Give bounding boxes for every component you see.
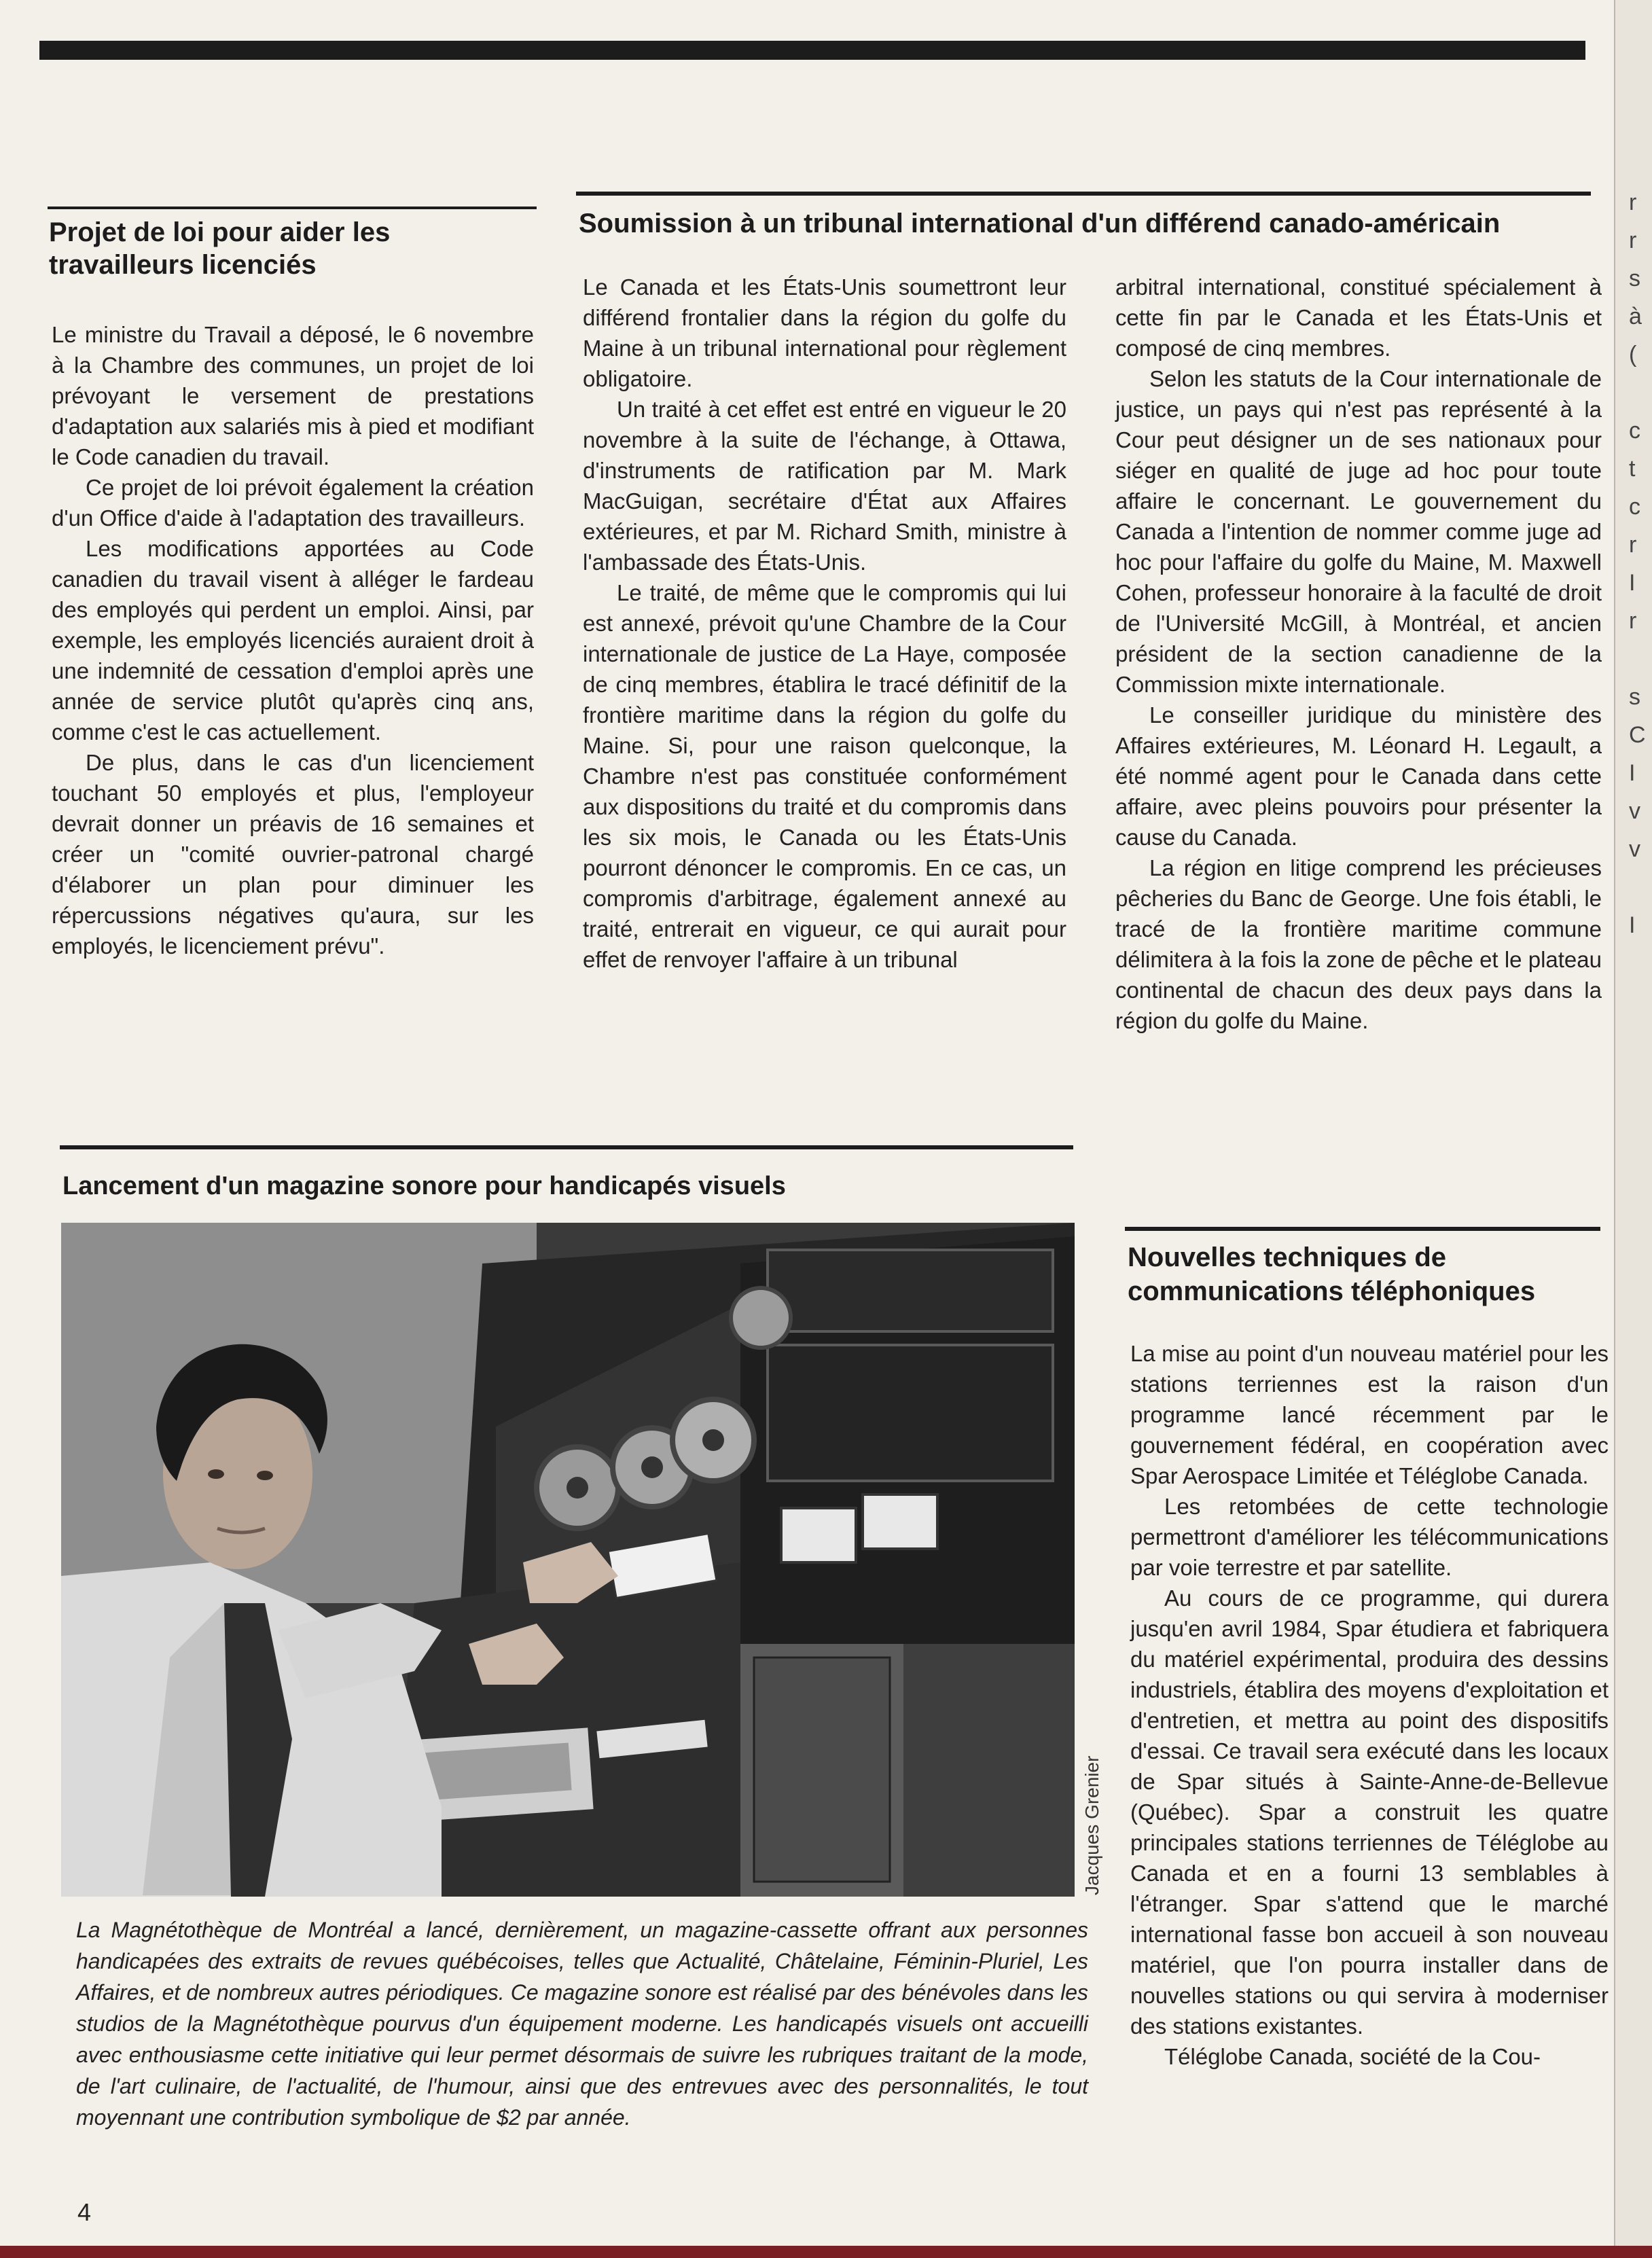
tribunal-paragraph: Le Canada et les États-Unis soumettront leur différend frontalier dans la région du golfe du Maine à un tribunal international pour règlement obligatoire. <box>583 274 1066 391</box>
studio-photo <box>61 1223 1075 1897</box>
next-page-text-fragment: r r s à ( c t c r I r s C I v v I <box>1629 190 1646 938</box>
magazine-article-title: Lancement d'un magazine sonore pour handicapés visuels <box>62 1172 786 1200</box>
tribunal-article-title: Soumission à un tribunal international d'un différend canado-américain <box>579 209 1501 238</box>
left-article-paragraph: Ce projet de loi prévoit également la création d'un Office d'aide à l'adaptation des travailleurs. <box>52 475 534 531</box>
telecom-article-rule <box>1125 1227 1600 1231</box>
top-rule-bar <box>39 41 1585 60</box>
left-article-title: Projet de loi pour aider les travailleurs licenciés <box>49 217 391 280</box>
telecom-article-title: Nouvelles techniques de communications téléphoniques <box>1128 1242 1536 1306</box>
tribunal-paragraph: La région en litige comprend les précieuses pêcheries du Banc de George. Une fois établi, le tracé de la frontière maritime commune délimitera à la fois la zone de pêche et le plateau continental de chacun des deux pays dans la région du golfe du Maine. <box>1115 855 1602 1033</box>
photo-caption: La Magnétothèque de Montréal a lancé, dernièrement, un magazine-cassette offrant aux personnes handicapées des extraits de revues québécoises, telles que Actualité, Châtelaine, Féminin-Pluriel, Les Affaires, et de nombreux autres périodiques. Ce magazine sonore est réalisé par des bénévoles dans les studios de la Magnétothèque pourvus d'un équipement moderne. Les handicapés visuels ont accueilli avec enthousiasme cette initiative qui leur permet désormais de suivre les rubriques traitant de la mode, de l'art culinaire, de l'actualité, de l'humour, ainsi que des entrevues avec des personnalités, le tout moyennant une contribution symbolique de $2 par année. <box>76 1918 1088 2130</box>
tribunal-paragraph: Selon les statuts de la Cour internationale de justice, un pays qui n'est pas représenté à la Cour peut désigner un de ses nationaux pour siéger en qualité de juge ad hoc pour toute affaire le concernant. Le gouvernement du Canada a l'intention de nommer comme juge ad hoc pour l'affaire du golfe du Maine, M. Maxwell Cohen, professeur honoraire à la faculté de droit de l'Université McGill, à Montréal, et ancien président de la section canadienne de la Commission mixte internationale. <box>1115 366 1602 697</box>
telecom-paragraph: La mise au point d'un nouveau matériel pour les stations terriennes est la raison d'un programme lancé récemment par le gouvernement fédéral, en coopération avec Spar Aerospace Limitée et Téléglobe Canada. <box>1130 1341 1609 1488</box>
telecom-paragraph: Les retombées de cette technologie permettront d'améliorer les télécommunications par voie terrestre et par satellite. <box>1130 1494 1609 1580</box>
telecom-paragraph: Téléglobe Canada, société de la Cou- <box>1164 2044 1541 2069</box>
tribunal-paragraph: Le traité, de même que le compromis qui lui est annexé, prévoit qu'une Chambre de la Cour internationale de justice de La Haye, composée de cinq membres, établira le tracé définitif de la frontière maritime dans la région du golfe du Maine. Si, pour une raison quelconque, la Chambre n'est pas constituée conformément aux dispositions du traité et du compromis dans les six mois, le Canada ou les États-Unis pourront dénoncer le compromis. En ce cas, un compromis d'arbitrage, également annexé au traité, entrerait en vigueur, ce qui aurait pour effet de renvoyer l'affaire à un tribunal <box>583 580 1066 972</box>
magazine-article-rule <box>60 1145 1073 1149</box>
tribunal-column-1 <box>583 272 1066 975</box>
left-article-paragraph: Le ministre du Travail a déposé, le 6 novembre à la Chambre des communes, un projet de loi prévoyant le versement de prestations d'adaptation aux salariés mis à pied et modifiant le Code canadien du travail. <box>52 322 534 469</box>
tribunal-paragraph: Un traité à cet effet est entré en vigueur le 20 novembre à la suite de l'échange, à Ottawa, d'instruments de ratification par M. Mark MacGuigan, secrétaire d'État aux Affaires extérieures, et par M. Richard Smith, ministre à l'ambassade des États-Unis. <box>583 397 1066 575</box>
photo-credit: Jacques Grenier <box>1081 1755 1102 1895</box>
bottom-binding-strip <box>0 2246 1652 2258</box>
left-article-paragraph: De plus, dans le cas d'un licenciement touchant 50 employés et plus, l'employeur devrait donner un préavis de 16 semaines et créer un "comité ouvrier-patronal chargé d'élaborer un plan pour diminuer les répercussions négatives qu'aura, sur les employés, le licenciement prévu". <box>52 750 534 958</box>
tribunal-column-2 <box>1115 272 1602 1036</box>
left-article-body <box>52 319 534 961</box>
telecom-paragraph: Au cours de ce programme, qui durera jusqu'en avril 1984, Spar étudiera et fabriquera du matériel expérimental, produira des dessins industriels, établira des moyens d'exploitation et d'entretien, et mettra au point des dispositifs d'essai. Ce travail sera exécuté dans les locaux de Spar situés à Sainte-Anne-de-Bellevue (Québec). Spar a construit les quatre principales stations terriennes de Téléglobe au Canada et en a fourni 13 semblables à l'étranger. Spar s'attend que le marché international fasse bon accueil à son nouveau matériel, que l'on pourra installer dans de nouvelles stations ou qui servira à moderniser des stations existantes. <box>1130 1585 1609 2039</box>
tribunal-paragraph: arbitral international, constitué spécialement à cette fin par le Canada et les États-Unis et composé de cinq membres. <box>1115 274 1602 361</box>
page-number: 4 <box>77 2198 92 2226</box>
tribunal-paragraph: Le conseiller juridique du ministère des Affaires extérieures, M. Léonard H. Legault, a été nommé agent pour le Canada dans cette affaire, avec pleins pouvoirs pour présenter la cause du Canada. <box>1115 702 1602 850</box>
left-article-paragraph: Les modifications apportées au Code canadien du travail visent à alléger le fardeau des employés qui perdent un emploi. Ainsi, par exemple, les employés licenciés auraient droit à une indemnité de cessation d'emploi après une année de service plutôt qu'après cinq ans, comme c'est le cas actuellement. <box>52 536 534 745</box>
left-article-rule <box>48 207 537 209</box>
telecom-article-body <box>1130 1338 1609 2072</box>
tribunal-article-rule <box>576 192 1591 196</box>
